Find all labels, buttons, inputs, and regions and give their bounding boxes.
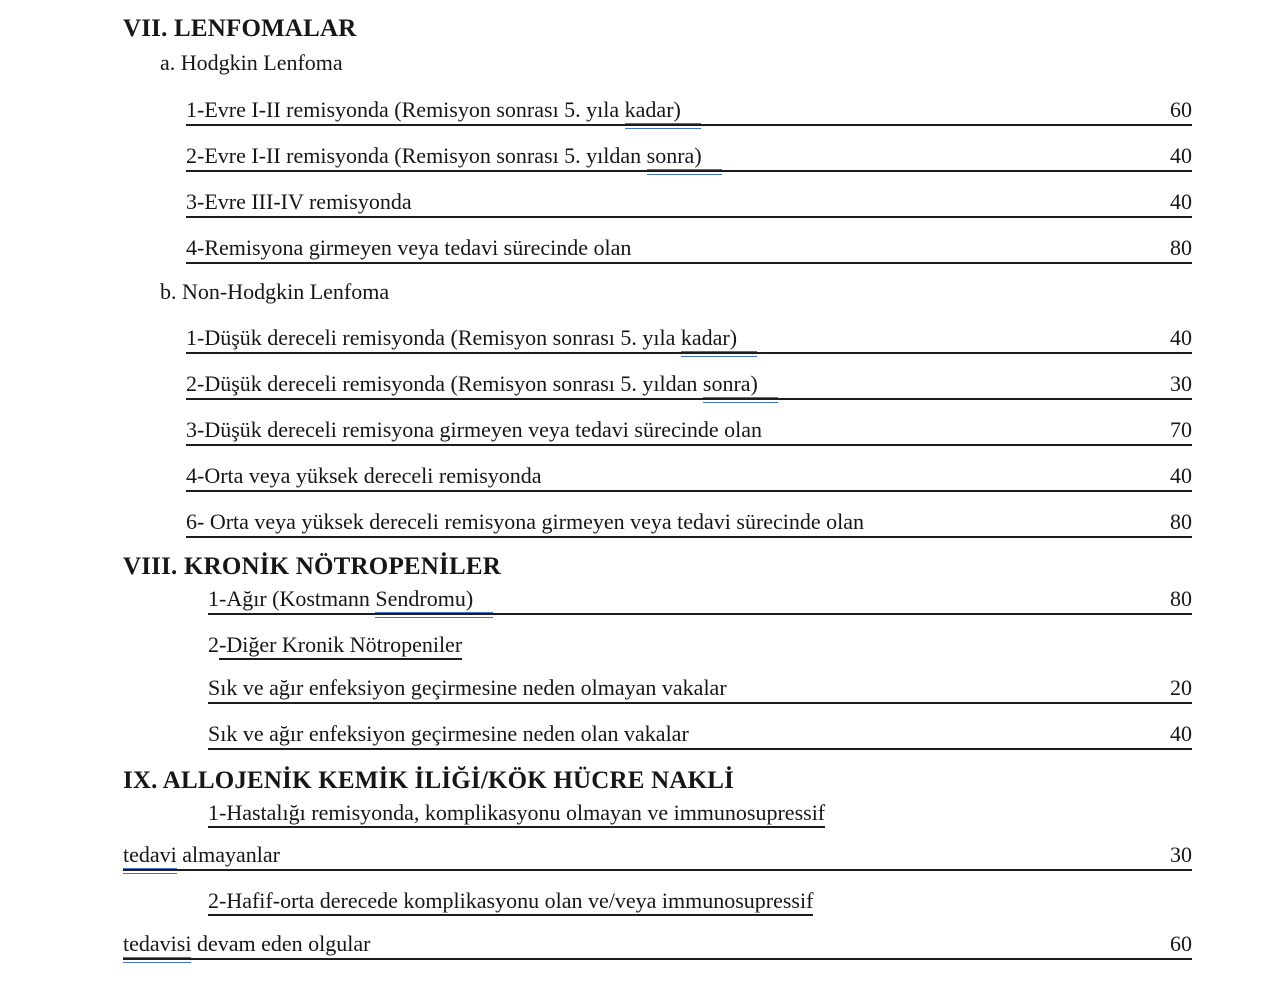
- spellcheck-marked-word: kadar): [680, 325, 738, 350]
- row-label-text: 1-Ağır (Kostmann: [208, 586, 376, 611]
- row-label: [208, 720, 689, 747]
- row-value: 40: [1170, 463, 1192, 488]
- doc-row: [186, 234, 1192, 264]
- row-label: [123, 553, 501, 580]
- row-label-text: 4-Orta veya yüksek dereceli remisyonda: [186, 463, 542, 488]
- row-value: 80: [1170, 509, 1192, 534]
- row-label-text: 1-Evre I-II remisyonda (Remisyon sonrası 5. yıla: [186, 97, 625, 122]
- row-label: [186, 324, 737, 351]
- doc-row: [123, 930, 1192, 960]
- doc-row: [123, 841, 1192, 871]
- row-label: [123, 841, 280, 868]
- doc-row: [186, 96, 1192, 126]
- row-label: [186, 370, 758, 397]
- row-value: 80: [1170, 235, 1192, 260]
- row-label: [160, 279, 389, 304]
- doc-row: [208, 887, 1280, 914]
- row-label-continuation: devam eden olgular: [191, 931, 371, 956]
- row-value: 30: [1170, 371, 1192, 396]
- row-label-text: IX. ALLOJENİK KEMİK İLİĞİ/KÖK HÜCRE NAKLİ: [123, 767, 735, 794]
- row-label-text: Sık ve ağır enfeksiyon geçirmesine neden olan vakalar: [208, 721, 689, 746]
- doc-row: [123, 552, 1280, 582]
- row-value: 60: [1170, 97, 1192, 122]
- row-value: 20: [1170, 675, 1192, 700]
- doc-row: [208, 674, 1192, 704]
- doc-row: [186, 142, 1192, 172]
- spellcheck-marked-word: Sendromu): [375, 586, 474, 611]
- row-label-text: 3-Evre III-IV remisyonda: [186, 189, 412, 214]
- document-page: [0, 14, 1280, 989]
- spellcheck-marked-word: tedavisi: [123, 931, 192, 956]
- row-label-text: a. Hodgkin Lenfoma: [160, 50, 343, 75]
- spellcheck-marked-word: sonra): [646, 143, 702, 168]
- row-label: [123, 930, 370, 957]
- doc-row: [123, 14, 1280, 44]
- row-label-continuation: 2-Hafif-orta derecede komplikasyonu olan ve/veya immunosupressif: [208, 888, 813, 916]
- doc-row: [186, 324, 1192, 354]
- row-value: 30: [1170, 842, 1192, 867]
- row-label-text: b. Non-Hodgkin Lenfoma: [160, 279, 390, 304]
- doc-row: [186, 416, 1192, 446]
- row-label-text: 2-Düşük dereceli remisyonda (Remisyon sonrası 5. yıldan: [186, 371, 703, 396]
- doc-row: [186, 508, 1192, 538]
- row-label: [186, 462, 542, 489]
- row-label: [186, 508, 864, 535]
- row-label: [186, 416, 762, 443]
- row-label: [186, 142, 702, 169]
- row-label: [186, 96, 681, 123]
- row-value: 40: [1170, 189, 1192, 214]
- doc-row: [123, 766, 1280, 796]
- row-label-text: 2: [208, 632, 219, 657]
- row-label-text: Sık ve ağır enfeksiyon geçirmesine neden olmayan vakalar: [208, 675, 727, 700]
- row-label-continuation: 1-Hastalığı remisyonda, komplikasyonu olmayan ve immunosupressif: [208, 800, 825, 828]
- doc-row: [208, 631, 1280, 658]
- row-label-text: 4-Remisyona girmeyen veya tedavi sürecinde olan: [186, 235, 632, 260]
- doc-row: [186, 370, 1192, 400]
- row-label: [208, 888, 813, 916]
- row-label: [160, 50, 343, 75]
- row-label: [123, 767, 734, 794]
- row-label-text: 1-Düşük dereceli remisyonda (Remisyon sonrası 5. yıla: [186, 325, 681, 350]
- row-label-continuation: almayanlar: [176, 842, 280, 867]
- row-label: [186, 188, 412, 215]
- row-label-text: 6- Orta veya yüksek dereceli remisyona girmeyen veya tedavi sürecinde olan: [186, 509, 865, 534]
- row-value: 60: [1170, 931, 1192, 956]
- doc-row: [208, 585, 1192, 615]
- spellcheck-marked-word: kadar): [624, 97, 681, 122]
- row-label: [208, 800, 825, 828]
- row-label-text: VIII. KRONİK NÖTROPENİLER: [123, 553, 501, 580]
- row-label-text: VII. LENFOMALAR: [123, 15, 357, 42]
- doc-row: [160, 49, 1280, 76]
- row-value: 40: [1170, 325, 1192, 350]
- spellcheck-marked-word: sonra): [702, 371, 758, 396]
- row-value: 40: [1170, 721, 1192, 746]
- doc-row: [208, 799, 1280, 826]
- row-label-text: 3-Düşük dereceli remisyona girmeyen veya tedavi sürecinde olan: [186, 417, 763, 442]
- row-label: [208, 674, 727, 701]
- row-label: [208, 585, 473, 612]
- row-label-continuation: -Diğer Kronik Nötropeniler: [219, 632, 462, 660]
- doc-row: [208, 720, 1192, 750]
- row-label: [208, 632, 462, 660]
- row-label: [123, 15, 357, 42]
- row-value: 70: [1170, 417, 1192, 442]
- doc-row: [160, 278, 1280, 305]
- row-label: [186, 234, 631, 261]
- spellcheck-marked-word: tedavi: [123, 842, 177, 867]
- row-value: 40: [1170, 143, 1192, 168]
- row-label-text: 2-Evre I-II remisyonda (Remisyon sonrası 5. yıldan: [186, 143, 647, 168]
- row-value: 80: [1170, 586, 1192, 611]
- doc-row: [186, 462, 1192, 492]
- doc-row: [186, 188, 1192, 218]
